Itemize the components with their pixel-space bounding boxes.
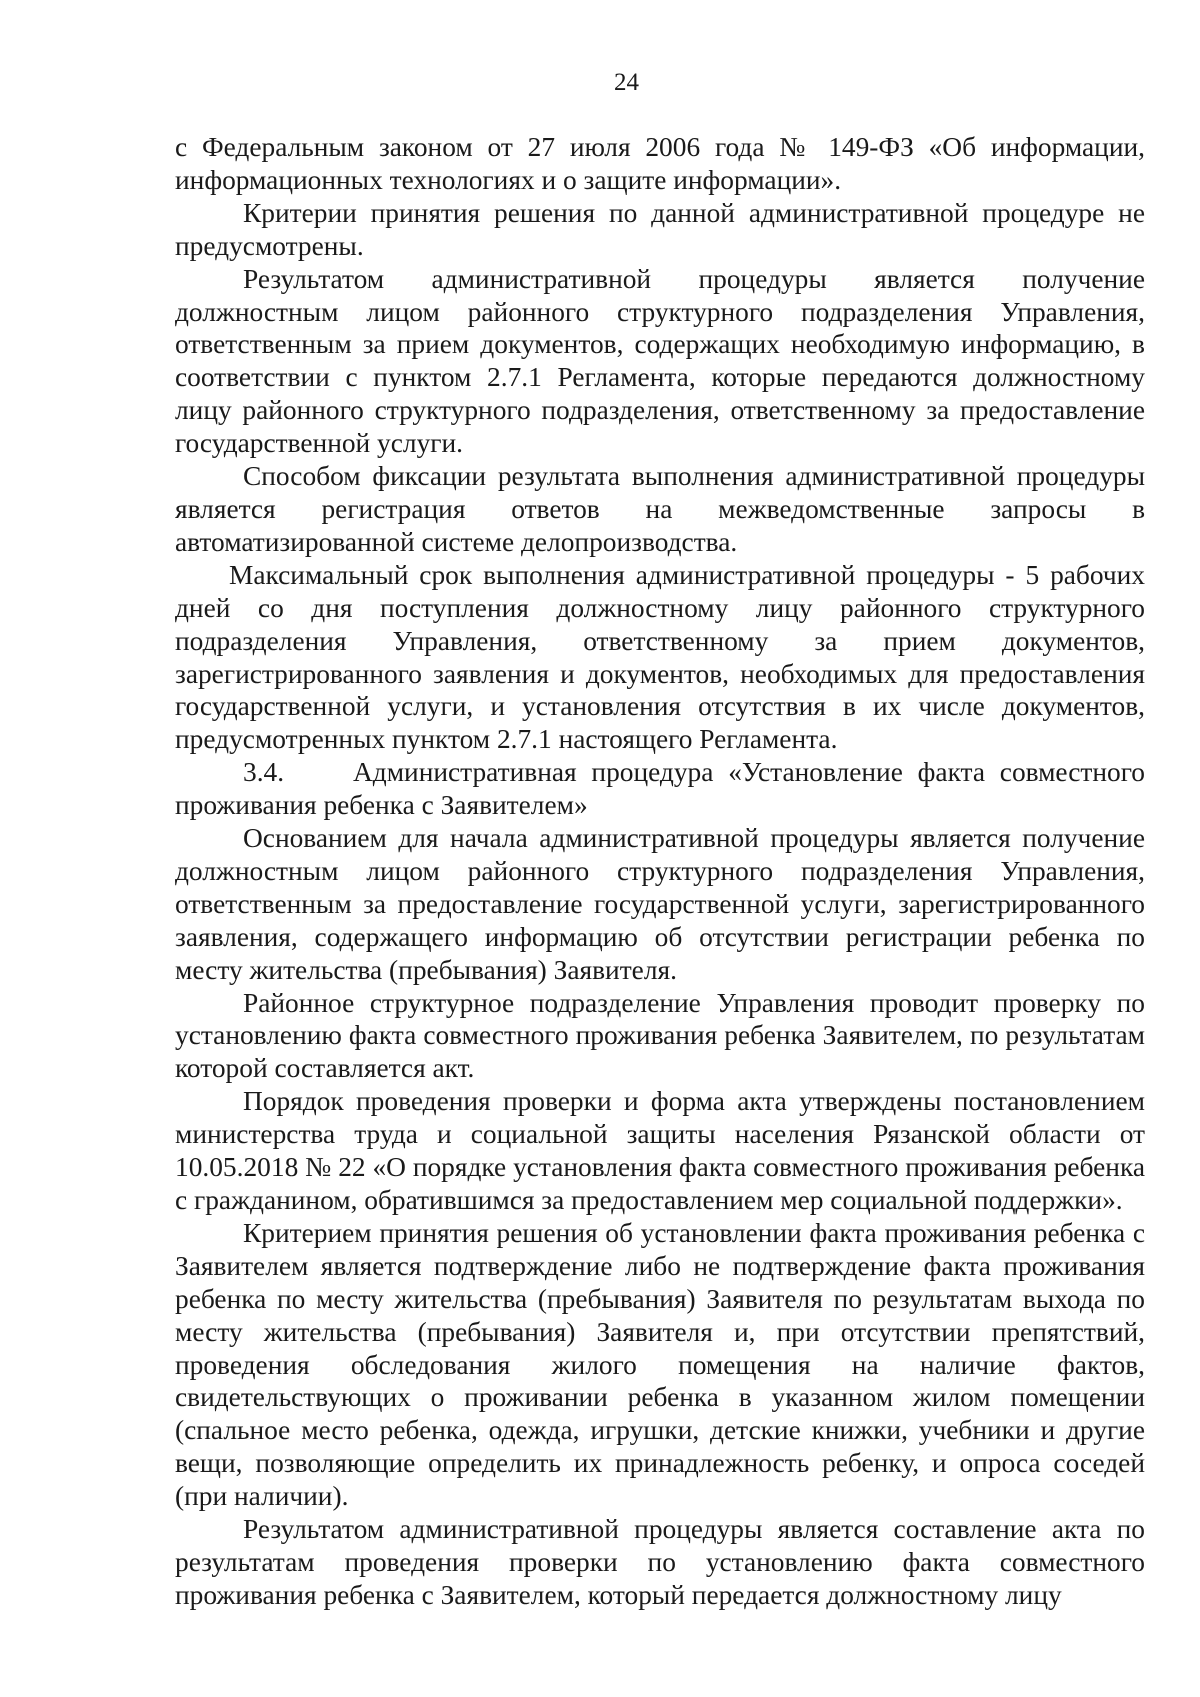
paragraph: Способом фиксации результата выполнения административной процедуры является регистрация ответов на межведомственные запросы в автоматизированной системе делопроизводства. <box>175 461 1145 557</box>
section-number: 3.4. <box>243 757 285 788</box>
section-heading <box>175 756 1145 822</box>
document-body <box>175 131 1145 1612</box>
paragraph: Результатом административной процедуры является получение должностным лицом районного структурного подразделения Управления, ответственным за прием документов, содержащих необходимую информацию, в соответствии с пунктом 2.7.1 Регламента, которые передаются должностному лицу районного структурного подразделения, ответственному за предоставление государственной услуги. <box>175 263 1145 459</box>
paragraph: Основанием для начала административной процедуры является получение должностным лицом районного структурного подразделения Управления, ответственным за предоставление государственной услуги, зарегистрированного заявления, содержащего информацию об отсутствии регистрации ребенка по месту жительства (пребывания) Заявителя. <box>175 823 1145 985</box>
paragraph: Критерием принятия решения об установлении факта проживания ребенка с Заявителем является подтверждение либо не подтверждение факта проживания ребенка по месту жительства (пребывания) Заявителя по результатам выхода по месту жительства (пребывания) Заявителя и, при отсутствии препятствий, проведения обследования жилого помещения на наличие фактов, свидетельствующих о проживании ребенка в указанном жилом помещении (спальное место ребенка, одежда, игрушки, детские книжки, учебники и другие вещи, позволяющие определить их принадлежность ребенку, и опроса соседей (при наличии). <box>175 1217 1145 1512</box>
paragraph: с Федеральным законом от 27 июля 2006 года № 149-ФЗ «Об информации, информационных технологиях и о защите информации». <box>175 132 1145 195</box>
paragraph: Максимальный срок выполнения административной процедуры - 5 рабочих дней со дня поступления должностному лицу районного структурного подразделения Управления, ответственному за прием документов, зарегистрированного заявления и документов, необходимых для предоставления государственной услуги, и установления отсутствия в их числе документов, предусмотренных пунктом 2.7.1 настоящего Регламента. <box>175 559 1145 755</box>
paragraph: Результатом административной процедуры является составление акта по результатам проведения проверки по установлению факта совместного проживания ребенка с Заявителем, который передается должностному лицу <box>175 1514 1145 1610</box>
section-title: Административная процедура «Установление факта совместного проживания ребенка с Заявителем» <box>175 757 1145 821</box>
paragraph: Порядок проведения проверки и форма акта утверждены постановлением министерства труда и социальной защиты населения Рязанской области от 10.05.2018 № 22 «О порядке установления факта совместного проживания ребенка с гражданином, обратившимся за предоставлением мер социальной поддержки». <box>175 1086 1145 1215</box>
paragraph: Районное структурное подразделение Управления проводит проверку по установлению факта совместного проживания ребенка Заявителем, по результатам которой составляется акт. <box>175 987 1145 1084</box>
paragraph: Критерии принятия решения по данной административной процедуре не предусмотрены. <box>175 197 1145 261</box>
page-number: 24 <box>614 69 639 96</box>
